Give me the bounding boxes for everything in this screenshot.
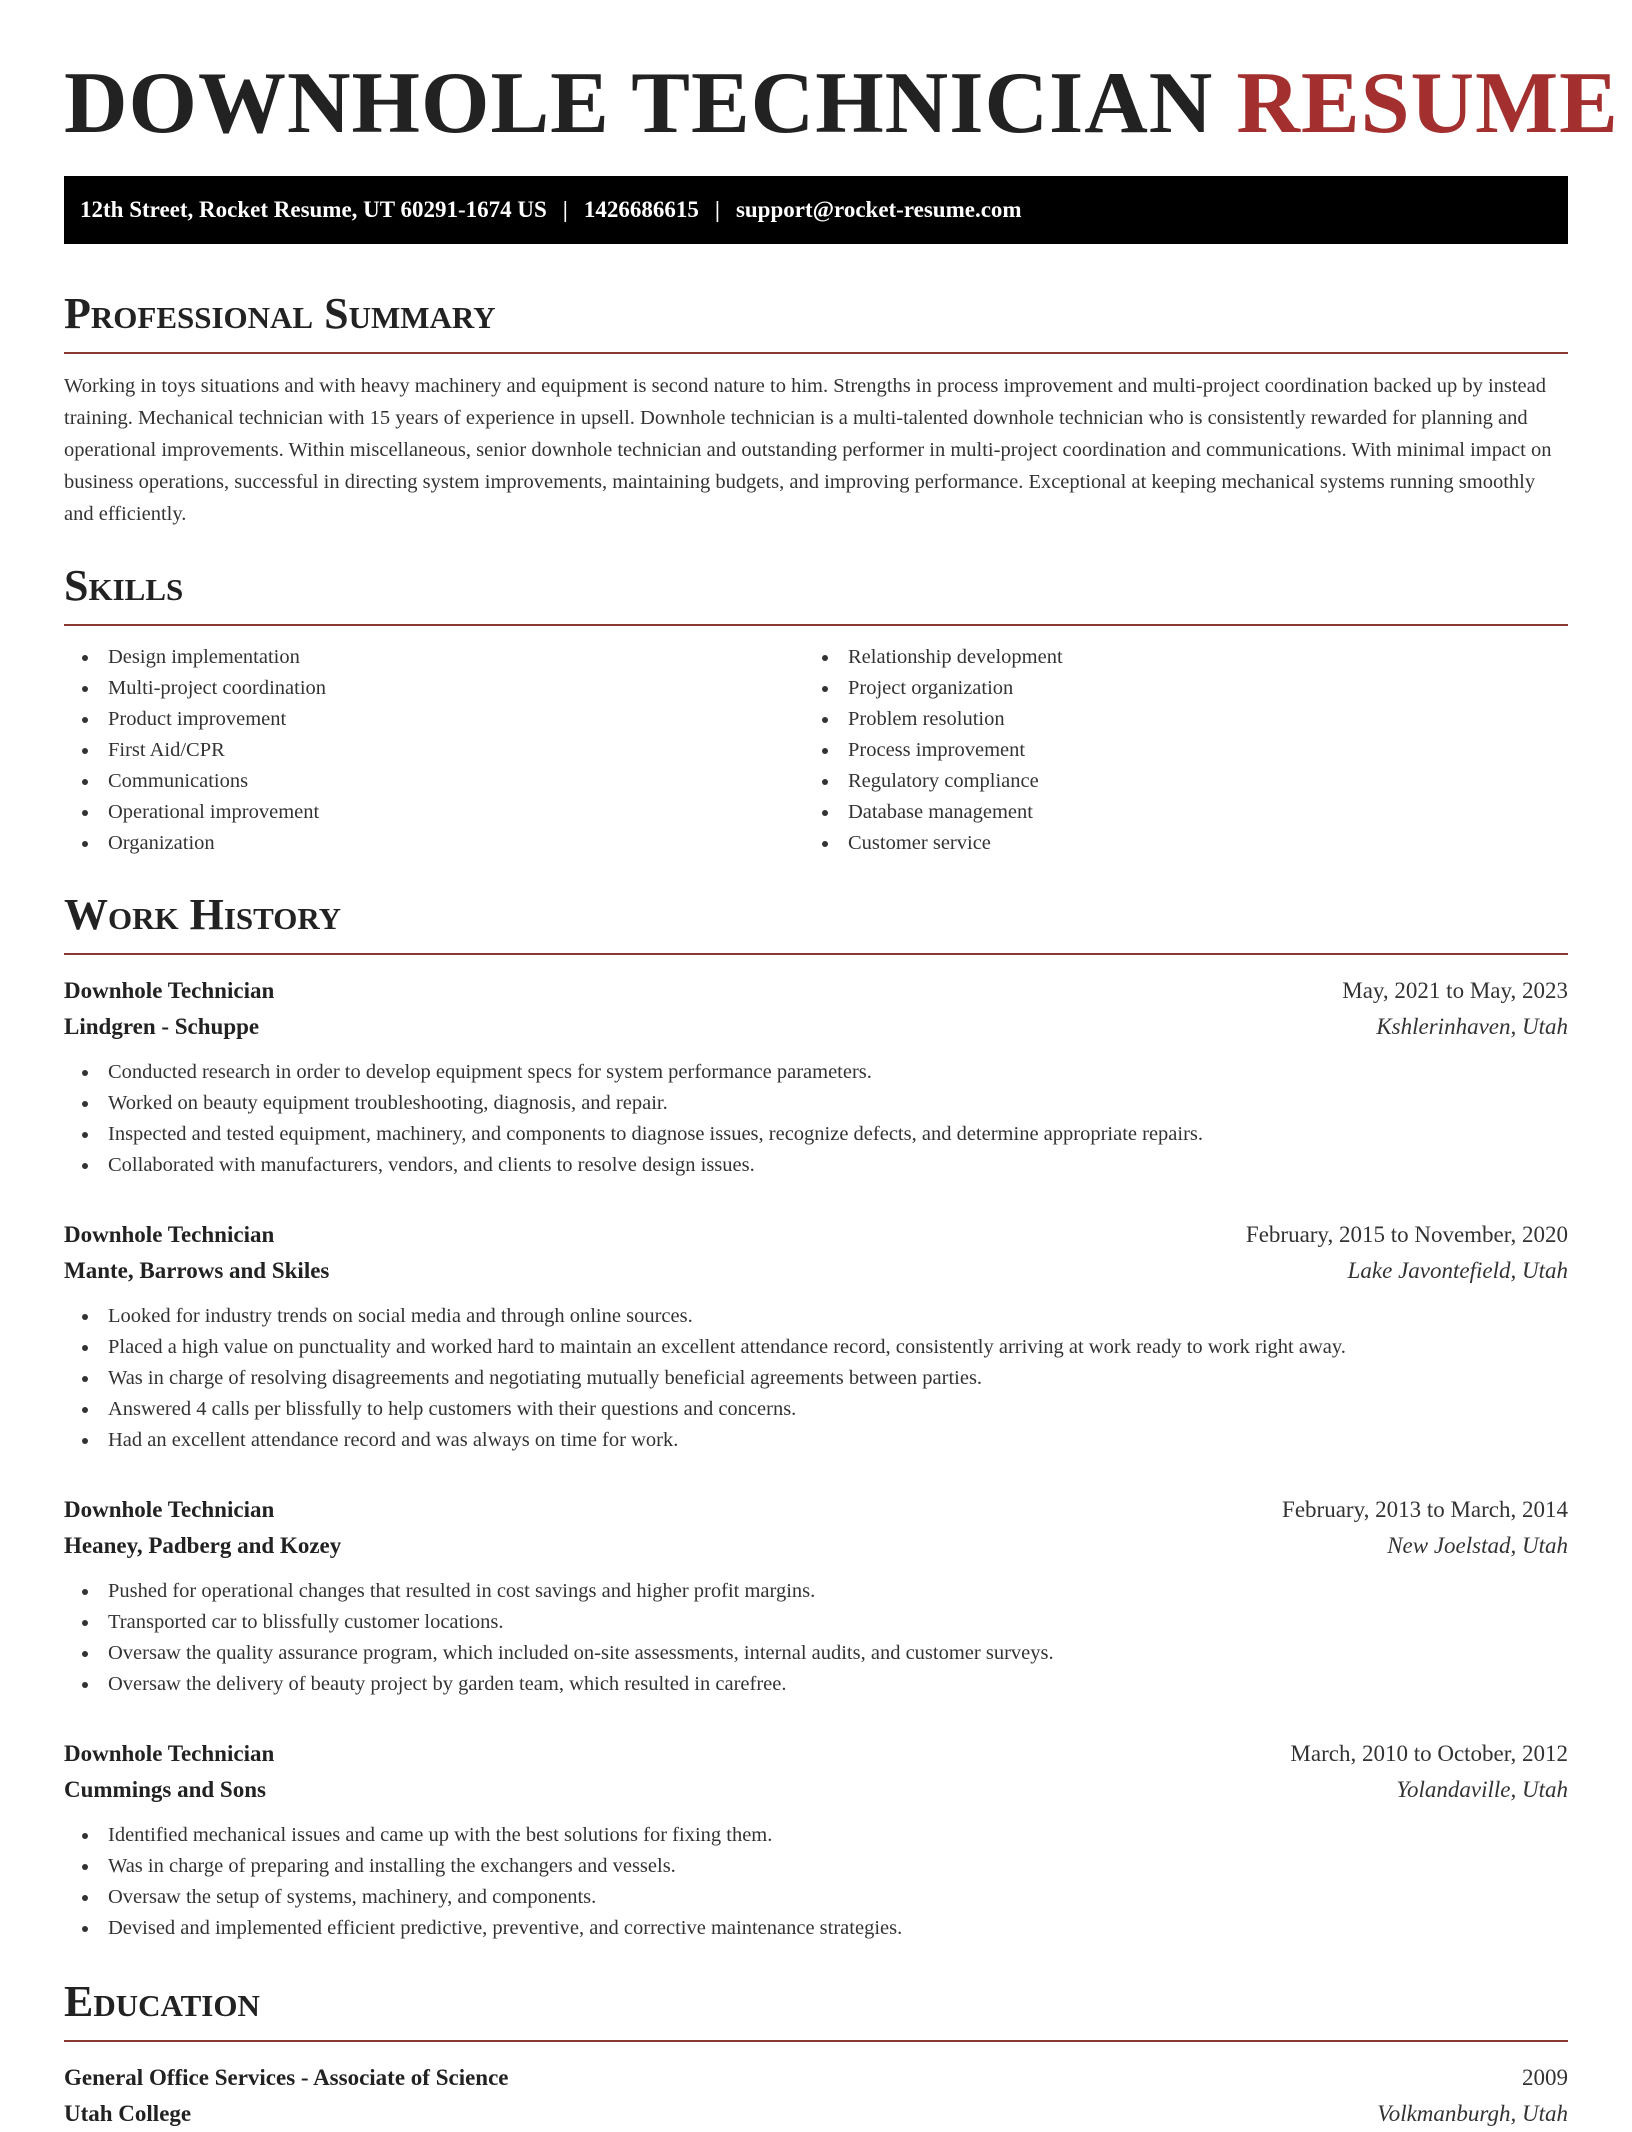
- skill-item: Customer service: [804, 828, 1544, 859]
- skill-item: First Aid/CPR: [64, 735, 804, 766]
- education-school-row: [64, 2096, 1568, 2132]
- contact-bar: [64, 176, 1568, 244]
- job-bullet: Inspected and tested equipment, machinery, and components to diagnose issues, recognize defects, and determine appropriate repairs.: [64, 1119, 1568, 1150]
- job-company: Cummings and Sons: [64, 1777, 266, 1802]
- education-header-row: [64, 2060, 1568, 2096]
- education-location: Volkmanburgh, Utah: [1377, 2101, 1568, 2126]
- job-header-row: [64, 973, 1568, 1009]
- job-bullet: Oversaw the quality assurance program, which included on-site assessments, internal audits, and customer surveys.: [64, 1638, 1568, 1669]
- contact-address: 12th Street, Rocket Resume, UT 60291-1674 US: [80, 197, 547, 222]
- skills-section: [64, 560, 1568, 859]
- section-divider: [64, 624, 1568, 626]
- job-title: Downhole Technician: [64, 978, 275, 1003]
- contact-separator: |: [714, 197, 720, 222]
- job-bullet: Was in charge of resolving disagreements and negotiating mutually beneficial agreements between parties.: [64, 1363, 1568, 1394]
- job-dates: March, 2010 to October, 2012: [1290, 1741, 1568, 1766]
- job-location: New Joelstad, Utah: [1387, 1533, 1568, 1558]
- job-bullet: Identified mechanical issues and came up with the best solutions for fixing them.: [64, 1820, 1568, 1851]
- section-divider: [64, 953, 1568, 955]
- skill-item: Organization: [64, 828, 804, 859]
- contact-phone: 1426686615: [583, 197, 699, 222]
- job-entry: [64, 1492, 1568, 1700]
- job-title: Downhole Technician: [64, 1497, 275, 1522]
- job-bullets: [64, 1057, 1568, 1181]
- skill-item: Database management: [804, 797, 1544, 828]
- skill-item: Multi-project coordination: [64, 673, 804, 704]
- job-dates: February, 2015 to November, 2020: [1245, 1222, 1568, 1247]
- skills-list-left: [64, 642, 804, 859]
- job-bullets: [64, 1576, 1568, 1700]
- skill-item: Project organization: [804, 673, 1544, 704]
- skill-item: Problem resolution: [804, 704, 1544, 735]
- job-bullet: Collaborated with manufacturers, vendors, and clients to resolve design issues.: [64, 1150, 1568, 1181]
- contact-email[interactable]: support@rocket-resume.com: [735, 197, 1022, 222]
- skill-item: Design implementation: [64, 642, 804, 673]
- resume-title: [64, 0, 1619, 154]
- job-location: Lake Javontefield, Utah: [1347, 1258, 1568, 1283]
- education-degree: General Office Services - Associate of Science: [64, 2065, 509, 2090]
- skill-item: Communications: [64, 766, 804, 797]
- skills-list-right: [804, 642, 1544, 859]
- summary-section: [64, 288, 1568, 530]
- skill-item: Operational improvement: [64, 797, 804, 828]
- job-entry: [64, 1736, 1568, 1944]
- work-history-section: [64, 889, 1568, 1944]
- job-bullets: [64, 1301, 1568, 1456]
- job-location: Yolandaville, Utah: [1396, 1777, 1568, 1802]
- job-bullet: Pushed for operational changes that resulted in cost savings and higher profit margins.: [64, 1576, 1568, 1607]
- skills-grid: [64, 642, 1568, 859]
- contact-separator: |: [562, 197, 568, 222]
- job-entry: [64, 973, 1568, 1181]
- job-company-row: [64, 1772, 1568, 1808]
- summary-text: Working in toys situations and with heavy machinery and equipment is second nature to him. Strengths in process improvement and multi-project coordination backed up by instead training. Mechanical technician with 15 years of experience in upsell. Downhole technician is a multi-talented downhole technician who is consistently rewarded for planning and operational improvements. Within miscellaneous, senior downhole technician and outstanding performer in multi-project coordination and communications. With minimal impact on business operations, successful in directing system improvements, maintaining budgets, and improving performance. Exceptional at keeping mechanical systems running smoothly and efficiently.: [64, 375, 1552, 525]
- job-entry: [64, 1217, 1568, 1456]
- job-title: Downhole Technician: [64, 1741, 275, 1766]
- summary-heading: Professional Summary: [64, 289, 496, 338]
- job-bullet: Devised and implemented efficient predictive, preventive, and corrective maintenance strategies.: [64, 1913, 1568, 1944]
- job-location: Kshlerinhaven, Utah: [1376, 1014, 1568, 1039]
- job-header-row: [64, 1492, 1568, 1528]
- skills-heading: Skills: [64, 561, 184, 610]
- education-school: Utah College: [64, 2101, 192, 2126]
- job-bullet: Answered 4 calls per blissfully to help customers with their questions and concerns.: [64, 1394, 1568, 1425]
- education-entry: [64, 2060, 1568, 2132]
- job-company: Lindgren - Schuppe: [64, 1014, 260, 1039]
- job-bullet: Had an excellent attendance record and was always on time for work.: [64, 1425, 1568, 1456]
- skill-item: Product improvement: [64, 704, 804, 735]
- job-company-row: [64, 1253, 1568, 1289]
- job-title: Downhole Technician: [64, 1222, 275, 1247]
- job-company-row: [64, 1528, 1568, 1564]
- job-header-row: [64, 1736, 1568, 1772]
- education-heading: Education: [64, 1977, 260, 2026]
- job-dates: May, 2021 to May, 2023: [1342, 978, 1568, 1003]
- job-company: Mante, Barrows and Skiles: [64, 1258, 330, 1283]
- job-bullet: Oversaw the setup of systems, machinery, and components.: [64, 1882, 1568, 1913]
- skill-item: Regulatory compliance: [804, 766, 1544, 797]
- job-bullet: Transported car to blissfully customer locations.: [64, 1607, 1568, 1638]
- job-company: Heaney, Padberg and Kozey: [64, 1533, 342, 1558]
- work-history-heading: Work History: [64, 890, 342, 939]
- job-header-row: [64, 1217, 1568, 1253]
- education-year: 2009: [1522, 2065, 1568, 2090]
- job-bullet: Oversaw the delivery of beauty project by garden team, which resulted in carefree.: [64, 1669, 1568, 1700]
- job-bullet: Placed a high value on punctuality and worked hard to maintain an excellent attendance record, consistently arriving at work ready to work right away.: [64, 1332, 1568, 1363]
- title-main: DOWNHOLE TECHNICIAN: [64, 55, 1214, 152]
- title-accent: RESUME: [1236, 55, 1619, 152]
- job-dates: February, 2013 to March, 2014: [1282, 1497, 1568, 1522]
- skill-item: Relationship development: [804, 642, 1544, 673]
- job-company-row: [64, 1009, 1568, 1045]
- job-bullet: Worked on beauty equipment troubleshooting, diagnosis, and repair.: [64, 1088, 1568, 1119]
- job-bullet: Conducted research in order to develop equipment specs for system performance parameters.: [64, 1057, 1568, 1088]
- job-bullets: [64, 1820, 1568, 1944]
- job-bullet: Was in charge of preparing and installing the exchangers and vessels.: [64, 1851, 1568, 1882]
- job-bullet: Looked for industry trends on social media and through online sources.: [64, 1301, 1568, 1332]
- education-section: [64, 1976, 1568, 2132]
- skill-item: Process improvement: [804, 735, 1544, 766]
- section-divider: [64, 2040, 1568, 2042]
- section-divider: [64, 352, 1568, 354]
